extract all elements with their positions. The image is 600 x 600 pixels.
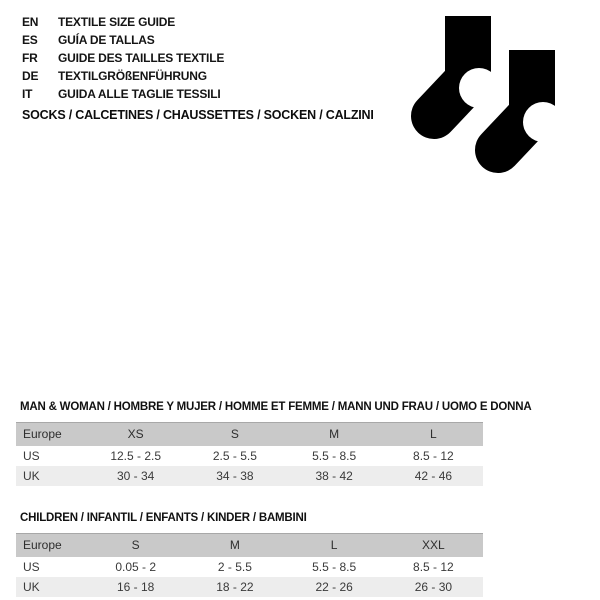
size-cell: 30 - 34 — [116, 468, 155, 483]
size-cell: 38 - 42 — [315, 468, 353, 483]
header-size: L — [330, 538, 338, 553]
header-size: XS — [127, 427, 144, 442]
table-header-row — [16, 423, 483, 446]
header-size: M — [229, 538, 240, 553]
region-cell: US — [23, 448, 40, 463]
size-cell: 2 - 5.5 — [217, 559, 252, 574]
header-size: L — [430, 427, 437, 442]
language-code: DE — [22, 69, 39, 83]
language-label: TEXTILGRÖßENFÜHRUNG — [58, 69, 207, 83]
table-row — [16, 466, 483, 486]
size-cell: 16 - 18 — [116, 579, 155, 594]
language-row — [22, 85, 224, 103]
size-cell: 26 - 30 — [414, 579, 453, 594]
size-cell: 42 - 46 — [414, 468, 453, 483]
size-table — [16, 422, 483, 486]
region-cell: US — [23, 559, 40, 574]
size-table — [16, 533, 483, 597]
size-cell: 34 - 38 — [216, 468, 254, 483]
size-cell: 12.5 - 2.5 — [110, 448, 162, 463]
size-cell: 8.5 - 12 — [413, 559, 454, 574]
table-title-children: CHILDREN / INFANTIL / ENFANTS / KINDER / BAMBINI — [20, 512, 307, 524]
language-code: IT — [22, 87, 33, 101]
size-cell: 22 - 26 — [315, 579, 353, 594]
language-label: TEXTILE SIZE GUIDE — [58, 15, 176, 29]
header-region: Europe — [23, 538, 62, 553]
table-row — [16, 577, 483, 597]
language-code: EN — [22, 15, 39, 29]
language-row — [22, 67, 224, 85]
header-size: M — [329, 427, 340, 442]
region-cell: UK — [23, 468, 40, 483]
header-size: S — [230, 427, 239, 442]
header-region: Europe — [23, 427, 62, 442]
table-row — [16, 446, 483, 466]
table-header-row — [16, 534, 483, 557]
language-code: ES — [22, 33, 38, 47]
table-row — [16, 557, 483, 577]
size-cell: 2.5 - 5.5 — [212, 448, 257, 463]
socks-icon — [408, 8, 568, 186]
category-title: SOCKS / CALCETINES / CHAUSSETTES / SOCKEN / CALZINI — [22, 108, 374, 122]
language-label: GUIDA ALLE TAGLIE TESSILI — [58, 87, 221, 101]
language-row — [22, 13, 224, 31]
language-guide — [22, 13, 224, 103]
table-title-man-woman: MAN & WOMAN / HOMBRE Y MUJER / HOMME ET FEMME / MANN UND FRAU / UOMO E DONNA — [20, 401, 532, 413]
size-cell: 5.5 - 8.5 — [312, 559, 357, 574]
language-row — [22, 31, 224, 49]
language-code: FR — [22, 51, 38, 65]
header-size: XXL — [422, 538, 445, 553]
language-label: GUÍA DE TALLAS — [58, 33, 155, 47]
size-table-children — [16, 512, 483, 597]
header-size: S — [131, 538, 140, 553]
language-row — [22, 49, 224, 67]
size-cell: 5.5 - 8.5 — [312, 448, 357, 463]
region-cell: UK — [23, 579, 40, 594]
size-cell: 18 - 22 — [216, 579, 254, 594]
size-table-man-woman — [16, 401, 532, 486]
size-cell: 8.5 - 12 — [413, 448, 454, 463]
language-label: GUIDE DES TAILLES TEXTILE — [58, 51, 225, 65]
size-cell: 0.05 - 2 — [115, 559, 157, 574]
